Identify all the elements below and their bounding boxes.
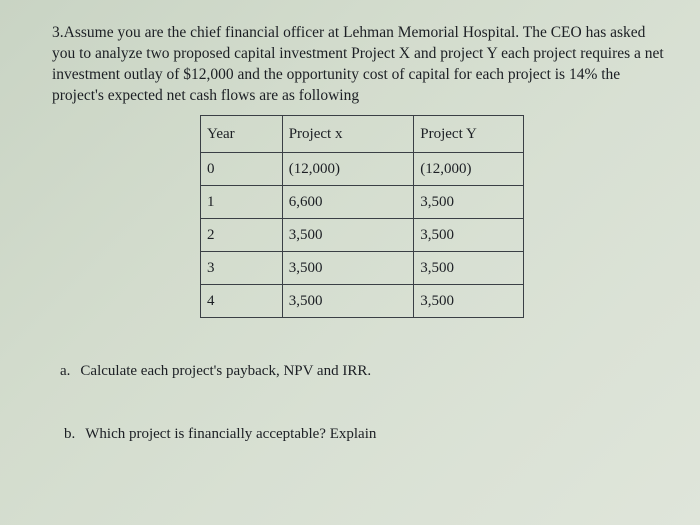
cell-project-x: 6,600 xyxy=(282,186,414,219)
question-b-letter: b. xyxy=(64,426,76,442)
cell-project-y: (12,000) xyxy=(414,153,524,186)
table-row xyxy=(201,186,524,219)
cell-project-y: 3,500 xyxy=(414,219,524,252)
cell-project-x: 3,500 xyxy=(282,285,414,318)
header-project-y: Project Y xyxy=(414,116,524,153)
cell-project-y: 3,500 xyxy=(414,186,524,219)
cell-year: 1 xyxy=(201,186,283,219)
cell-project-x: 3,500 xyxy=(282,252,414,285)
cell-project-x: 3,500 xyxy=(282,219,414,252)
cell-year: 4 xyxy=(201,285,283,318)
table-row xyxy=(201,153,524,186)
cell-year: 3 xyxy=(201,252,283,285)
header-project-x: Project x xyxy=(282,116,414,153)
cell-year: 0 xyxy=(201,153,283,186)
problem-statement: 3.Assume you are the chief financial officer at Lehman Memorial Hospital. The CEO has asked you to analyze two proposed capital investment Project X and project Y each project requires a net investment outlay of $12,000 and the opportunity cost of capital for each project is 14% the project's expected net cash flows are as following xyxy=(52,24,664,104)
cash-flow-table xyxy=(200,115,524,318)
question-b xyxy=(64,426,376,443)
cell-year: 2 xyxy=(201,219,283,252)
table-row xyxy=(201,219,524,252)
table-header-row xyxy=(201,116,524,153)
question-b-text: Which project is financially acceptable? Explain xyxy=(85,426,377,442)
question-a-letter: a. xyxy=(60,363,71,379)
table-row xyxy=(201,285,524,318)
cell-project-y: 3,500 xyxy=(414,252,524,285)
cell-project-x: (12,000) xyxy=(282,153,414,186)
header-year: Year xyxy=(201,116,283,153)
question-a xyxy=(60,363,371,380)
table-row xyxy=(201,252,524,285)
question-a-text: Calculate each project's payback, NPV and IRR. xyxy=(80,363,372,379)
cell-project-y: 3,500 xyxy=(414,285,524,318)
